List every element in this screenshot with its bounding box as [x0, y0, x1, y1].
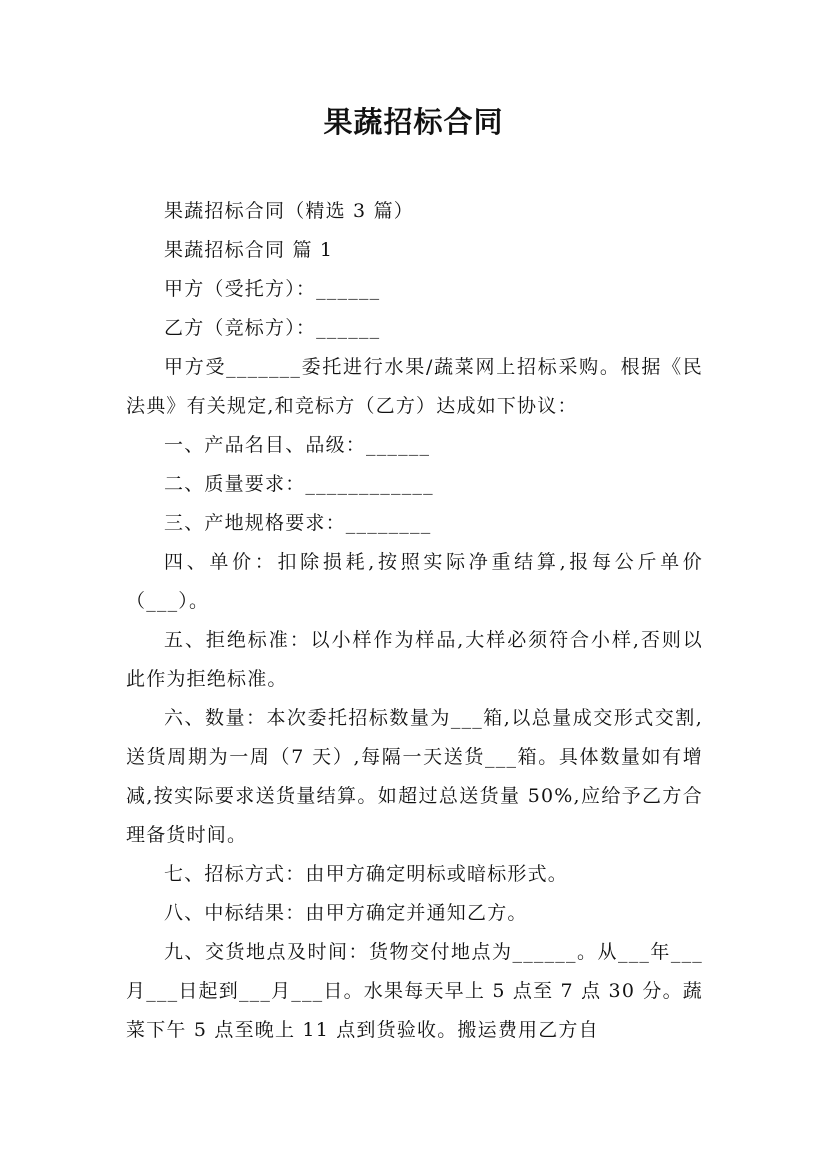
document-body [126, 192, 703, 1050]
clause-4-price: 四、单价：扣除损耗,按照实际净重结算,报每公斤单价（___）。 [126, 551, 703, 612]
clause-6-quantity: 六、数量：本次委托招标数量为___箱,以总量成交形式交割,送货周期为一周（7 天）,每隔一天送货___箱。具体数量如有增减,按实际要求送货量结算。如超过总送货量 50%,应给予乙方合理备货时间。 [126, 707, 703, 846]
paragraph-subtitle: 果蔬招标合同（精选 3 篇） [164, 200, 414, 222]
clause-5-rejection: 五、拒绝标准：以小样作为样品,大样必须符合小样,否则以此作为拒绝标准。 [126, 629, 703, 690]
clause-2-quality: 二、质量要求：____________ [164, 473, 434, 495]
clause-8-result: 八、中标结果：由甲方确定并通知乙方。 [164, 902, 528, 924]
paragraph-party-b: 乙方（竞标方）：______ [164, 317, 381, 339]
paragraph-party-a: 甲方（受托方）：______ [164, 278, 381, 300]
paragraph-section-heading: 果蔬招标合同 篇 1 [164, 239, 334, 261]
clause-1-product: 一、产品名目、品级：______ [164, 434, 431, 456]
clause-7-method: 七、招标方式：由甲方确定明标或暗标形式。 [164, 863, 569, 885]
clause-9-delivery: 九、交货地点及时间：货物交付地点为______。从___年___月___日起到___月___日。水果每天早上 5 点至 7 点 30 分。蔬菜下午 5 点至晚上 11 点到货验收。搬运费用乙方自 [126, 941, 703, 1041]
paragraph-preamble: 甲方受_______委托进行水果/蔬菜网上招标采购。根据《民法典》有关规定,和竞标方（乙方）达成如下协议： [126, 356, 703, 417]
document-title: 果蔬招标合同 [323, 105, 504, 139]
clause-3-origin: 三、产地规格要求：________ [164, 512, 432, 534]
